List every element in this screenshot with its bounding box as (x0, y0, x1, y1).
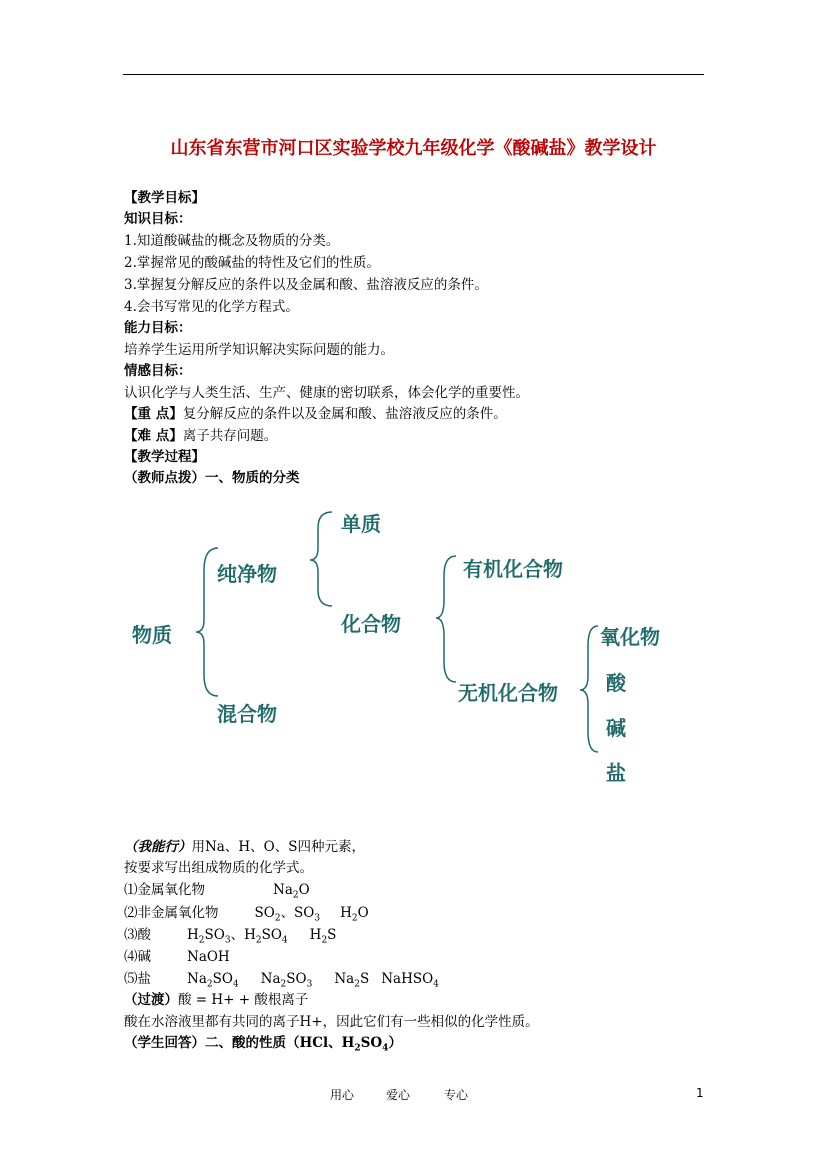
knowledge-item: 4.会书写常见的化学方程式。 (124, 299, 299, 315)
acid-common-ion: 酸在水溶液里都有共同的离子H+，因此它们有一些相似的化学性质。 (124, 1014, 539, 1030)
node-mixture: 混合物 (217, 702, 277, 726)
node-salt: 盐 (606, 761, 626, 785)
goals-header: 【教学目标】 (124, 190, 205, 206)
step2-text: SO (360, 1035, 383, 1051)
formula-h2s: $H_2S$ (309, 927, 337, 946)
node-oxide: 氧化物 (600, 625, 660, 649)
key-label: 【重 点】 (124, 406, 183, 422)
formula-na2so3: $Na_2SO_3$ (260, 971, 313, 990)
difficulty (124, 427, 277, 445)
node-inorganic-compound: 无机化合物 (458, 681, 558, 705)
transition-text: 酸 = H+ + 酸根离子 (178, 992, 309, 1008)
formula-naoh: NaOH (187, 949, 230, 965)
compound-brace (436, 556, 456, 682)
header-rule (123, 74, 704, 75)
difficulty-label: 【难 点】 (124, 428, 183, 444)
exercise-text: 用Na、H、O、S四种元素， (191, 839, 365, 855)
formula-na2so4: $Na_2SO_4$ (187, 971, 239, 990)
key-point (124, 405, 507, 423)
node-organic-compound: 有机化合物 (463, 557, 563, 581)
answer-label: ⑸盐 (124, 971, 151, 987)
answer-acid (124, 926, 336, 950)
step2-text: ） (388, 1035, 402, 1051)
answer-nonmetal-oxide (124, 904, 369, 928)
process-header: 【教学过程】 (124, 449, 205, 465)
formula-na2s: $Na_2S$ (334, 971, 370, 990)
step2-text: （学生回答）二、酸的性质（HCl、H (124, 1035, 355, 1051)
step1-heading: （教师点拨）一、物质的分类 (124, 470, 300, 486)
answer-label: ⑴金属氧化物 (124, 882, 205, 898)
answer-base (124, 948, 230, 966)
answer-label: ⑵非金属氧化物 (124, 905, 219, 921)
answer-label: ⑶酸 (124, 927, 151, 943)
root-brace (196, 548, 218, 696)
node-pure-substance: 纯净物 (217, 562, 277, 586)
footer-word: 爱心 (386, 1088, 411, 1102)
node-acid: 酸 (606, 671, 626, 695)
difficulty-text: 离子共存问题。 (182, 428, 278, 444)
answer-metal-oxide (124, 881, 310, 905)
emotion-header: 情感目标： (124, 363, 192, 379)
ability-text: 培养学生运用所学知识解决实际问题的能力。 (124, 342, 394, 358)
node-base: 碱 (606, 716, 626, 740)
footer-word: 用心 (330, 1088, 355, 1102)
pure-brace (310, 512, 332, 606)
formula-na2o: $Na_2O$ (273, 882, 310, 901)
knowledge-header: 知识目标： (124, 211, 192, 227)
answer-label: ⑷碱 (124, 949, 151, 965)
formula-so2-so3: $SO_2$、$SO_3$ (254, 905, 321, 924)
exercise-line (124, 838, 365, 856)
footer-word: 专心 (444, 1088, 469, 1102)
formula-acids: $H_2SO_3$、$H_2SO_4$ (187, 927, 288, 946)
knowledge-item: 2.掌握常见的酸碱盐的特性及它们的性质。 (124, 255, 380, 271)
step2-heading: （学生回答）二、酸的性质（HCl、$H_2SO_4$） (124, 1035, 402, 1054)
transition-line (124, 991, 308, 1009)
exercise-label: （我能行） (124, 839, 192, 855)
inorganic-brace (580, 626, 598, 752)
node-element: 单质 (341, 512, 381, 536)
document-title: 山东省东营市河口区实验学校九年级化学《酸碱盐》教学设计 (170, 138, 657, 159)
node-compound: 化合物 (341, 612, 401, 636)
knowledge-item: 3.掌握复分解反应的条件以及金属和酸、盐溶液反应的条件。 (124, 277, 488, 293)
key-text: 复分解反应的条件以及金属和酸、盐溶液反应的条件。 (182, 406, 507, 422)
emotion-text: 认识化学与人类生活、生产、健康的密切联系，体会化学的重要性。 (124, 385, 529, 401)
transition-label: （过渡） (124, 992, 178, 1008)
formula-nahso4: NaHSO$_4$ (381, 971, 439, 990)
node-substance: 物质 (132, 623, 172, 647)
knowledge-item: 1.知道酸碱盐的概念及物质的分类。 (124, 233, 340, 249)
ability-header: 能力目标： (124, 320, 192, 336)
exercise-instruction: 按要求写出组成物质的化学式。 (124, 860, 313, 876)
page-number: 1 (696, 1086, 704, 1100)
formula-h2o: $H_2O$ (340, 905, 369, 924)
